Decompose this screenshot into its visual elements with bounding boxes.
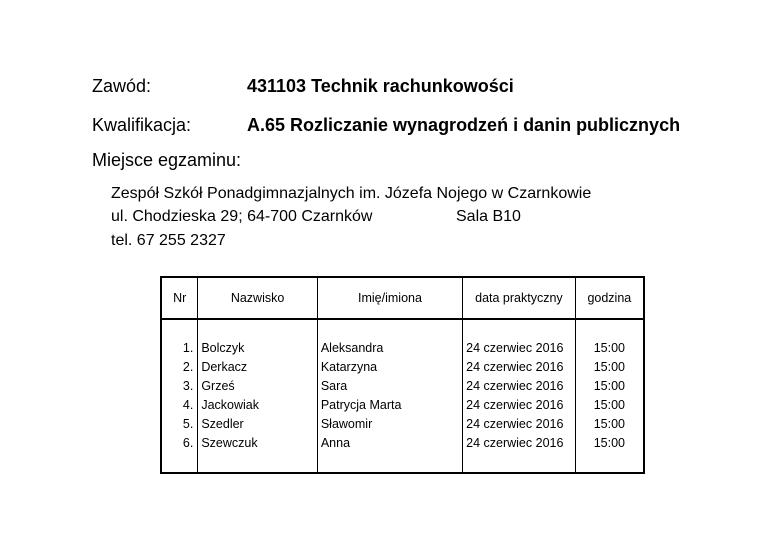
cell-surname: Grześ xyxy=(198,377,318,396)
cell-surname: Jackowiak xyxy=(198,396,318,415)
exam-room: Sala B10 xyxy=(456,208,521,225)
column-header-time: godzina xyxy=(575,277,644,319)
table-row xyxy=(161,396,644,415)
cell-names: Anna xyxy=(317,434,462,453)
cell-time: 15:00 xyxy=(575,434,644,453)
cell-date: 24 czerwiec 2016 xyxy=(463,377,576,396)
cell-nr: 3. xyxy=(182,379,194,393)
cell-date: 24 czerwiec 2016 xyxy=(463,396,576,415)
cell-time: 15:00 xyxy=(575,358,644,377)
column-header-date: data praktyczny xyxy=(463,277,576,319)
cell-names: Aleksandra xyxy=(317,339,462,358)
cell-nr: 1. xyxy=(182,341,194,355)
cell-date: 24 czerwiec 2016 xyxy=(463,415,576,434)
cell-date: 24 czerwiec 2016 xyxy=(463,339,576,358)
table-row xyxy=(161,339,644,358)
cell-surname: Szewczuk xyxy=(198,434,318,453)
cell-date: 24 czerwiec 2016 xyxy=(463,358,576,377)
profession-value: 431103 Technik rachunkowości xyxy=(247,76,514,96)
exam-place-label: Miejsce egzaminu: xyxy=(92,150,242,170)
cell-nr: 5. xyxy=(182,417,194,431)
cell-surname: Szedler xyxy=(198,415,318,434)
table-row xyxy=(161,358,644,377)
cell-names: Katarzyna xyxy=(317,358,462,377)
cell-time: 15:00 xyxy=(575,339,644,358)
cell-time: 15:00 xyxy=(575,377,644,396)
table-row xyxy=(161,377,644,396)
cell-names: Sara xyxy=(317,377,462,396)
column-header-nr: Nr xyxy=(161,277,198,319)
qualification-label: Kwalifikacja: xyxy=(92,115,192,135)
table-row xyxy=(161,434,644,453)
cell-date: 24 czerwiec 2016 xyxy=(463,434,576,453)
candidate-table xyxy=(160,276,645,474)
cell-names: Patrycja Marta xyxy=(317,396,462,415)
cell-surname: Bolczyk xyxy=(198,339,318,358)
cell-time: 15:00 xyxy=(575,415,644,434)
cell-nr: 4. xyxy=(182,398,194,412)
cell-names: Sławomir xyxy=(317,415,462,434)
cell-nr: 2. xyxy=(182,360,194,374)
column-header-names: Imię/imiona xyxy=(317,277,462,319)
cell-time: 15:00 xyxy=(575,396,644,415)
cell-nr: 6. xyxy=(182,436,194,450)
column-header-surname: Nazwisko xyxy=(198,277,318,319)
qualification-value: A.65 Rozliczanie wynagrodzeń i danin publicznych xyxy=(247,115,681,135)
table-header-row xyxy=(161,277,644,319)
profession-label: Zawód: xyxy=(92,76,152,96)
cell-surname: Derkacz xyxy=(198,358,318,377)
school-phone: tel. 67 255 2327 xyxy=(111,232,226,249)
school-street: ul. Chodzieska 29; 64-700 Czarnków xyxy=(111,208,373,225)
school-name: Zespół Szkół Ponadgimnazjalnych im. Józefa Nojego w Czarnkowie xyxy=(111,185,592,202)
table-row xyxy=(161,415,644,434)
